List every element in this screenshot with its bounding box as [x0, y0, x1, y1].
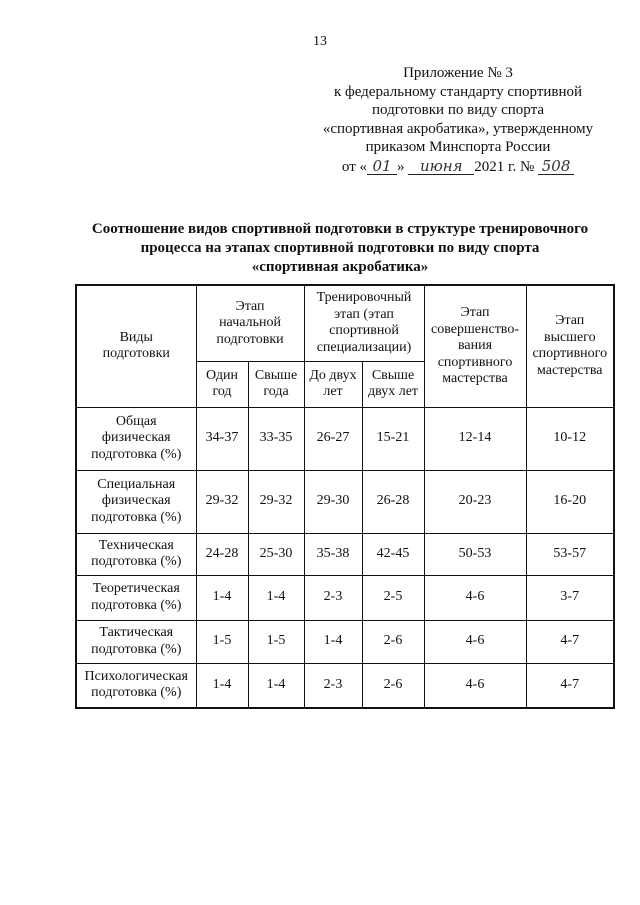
table-cell: 16-20 [526, 470, 614, 533]
subheader-upto-two-years: До двух лет [304, 361, 362, 407]
table-cell: 26-27 [304, 407, 362, 470]
table-cell: 10-12 [526, 407, 614, 470]
table-cell: 1-4 [304, 620, 362, 663]
table-cell: 1-4 [196, 575, 248, 620]
table-row [76, 533, 614, 575]
appendix-line-2: к федеральному стандарту спортивной [333, 83, 583, 100]
title-line-1: Соотношение видов спортивной подготовки в структуре тренировочного [91, 221, 589, 237]
table-cell: 12-14 [424, 407, 526, 470]
table-cell: 4-7 [526, 663, 614, 708]
table-cell: 4-6 [424, 620, 526, 663]
title-line-3: «спортивная акробатика» [251, 259, 429, 275]
appendix-line-1: Приложение № 3 [403, 65, 513, 81]
table-cell: 29-30 [304, 470, 362, 533]
table-cell: 29-32 [196, 470, 248, 533]
table-row [76, 407, 614, 470]
date-quote-close: » [397, 158, 405, 175]
date-year: 2021 г. № [474, 158, 535, 175]
table-cell: 4-6 [424, 575, 526, 620]
table-cell: 24-28 [196, 533, 248, 575]
handwritten-day: 01 [367, 157, 397, 176]
table-cell: 2-3 [304, 575, 362, 620]
table-cell: 26-28 [362, 470, 424, 533]
header-stage-initial: Этап начальной подготовки [196, 285, 304, 361]
training-ratio-table [75, 284, 615, 709]
row-label: Тактическая подготовка (%) [76, 620, 196, 663]
table-cell: 50-53 [424, 533, 526, 575]
header-stage-highest: Этап высшего спортивного мастерства [526, 285, 614, 407]
table-cell: 2-5 [362, 575, 424, 620]
table-cell: 1-4 [196, 663, 248, 708]
table-row [76, 575, 614, 620]
table-cell: 1-4 [248, 663, 304, 708]
table-cell: 33-35 [248, 407, 304, 470]
row-label: Теоретическая подготовка (%) [76, 575, 196, 620]
row-label: Специальная физическая подготовка (%) [76, 470, 196, 533]
row-label: Психологическая подготовка (%) [76, 663, 196, 708]
page-number: 13 [313, 34, 327, 49]
table-cell: 2-3 [304, 663, 362, 708]
header-stage-improvement: Этап совершенство- вания спортивного мастерства [424, 285, 526, 407]
appendix-header [318, 64, 598, 177]
table-cell: 3-7 [526, 575, 614, 620]
table-cell: 1-5 [196, 620, 248, 663]
table-cell: 1-5 [248, 620, 304, 663]
order-date-line [318, 157, 598, 177]
header-stage-training: Тренировочный этап (этап спортивной специализации) [304, 285, 424, 361]
table-cell: 4-6 [424, 663, 526, 708]
handwritten-month: июня [408, 157, 474, 176]
table-cell: 34-37 [196, 407, 248, 470]
table-cell: 25-30 [248, 533, 304, 575]
subheader-over-year: Свыше года [248, 361, 304, 407]
table-cell: 53-57 [526, 533, 614, 575]
table-cell: 1-4 [248, 575, 304, 620]
table-row [76, 470, 614, 533]
table-cell: 20-23 [424, 470, 526, 533]
table-row [76, 620, 614, 663]
row-label: Техническая подготовка (%) [76, 533, 196, 575]
row-label: Общая физическая подготовка (%) [76, 407, 196, 470]
appendix-line-4: «спортивная акробатика», утвержденному [322, 120, 594, 137]
appendix-line-3: подготовки по виду спорта [372, 102, 544, 119]
table-cell: 35-38 [304, 533, 362, 575]
subheader-over-two-years: Свыше двух лет [362, 361, 424, 407]
appendix-line-5: приказом Минспорта России [365, 139, 551, 156]
table-cell: 15-21 [362, 407, 424, 470]
table-cell: 2-6 [362, 620, 424, 663]
handwritten-order-number: 508 [538, 157, 574, 176]
table-cell: 42-45 [362, 533, 424, 575]
table-cell: 4-7 [526, 620, 614, 663]
date-prefix: от « [341, 158, 368, 175]
table-cell: 2-6 [362, 663, 424, 708]
table-cell: 29-32 [248, 470, 304, 533]
document-title [60, 220, 620, 277]
table-header-row [76, 285, 614, 361]
header-kind: Виды подготовки [76, 285, 196, 407]
title-line-2: процесса на этапах спортивной подготовки по виду спорта [140, 240, 540, 256]
table-row [76, 663, 614, 708]
subheader-one-year: Один год [196, 361, 248, 407]
